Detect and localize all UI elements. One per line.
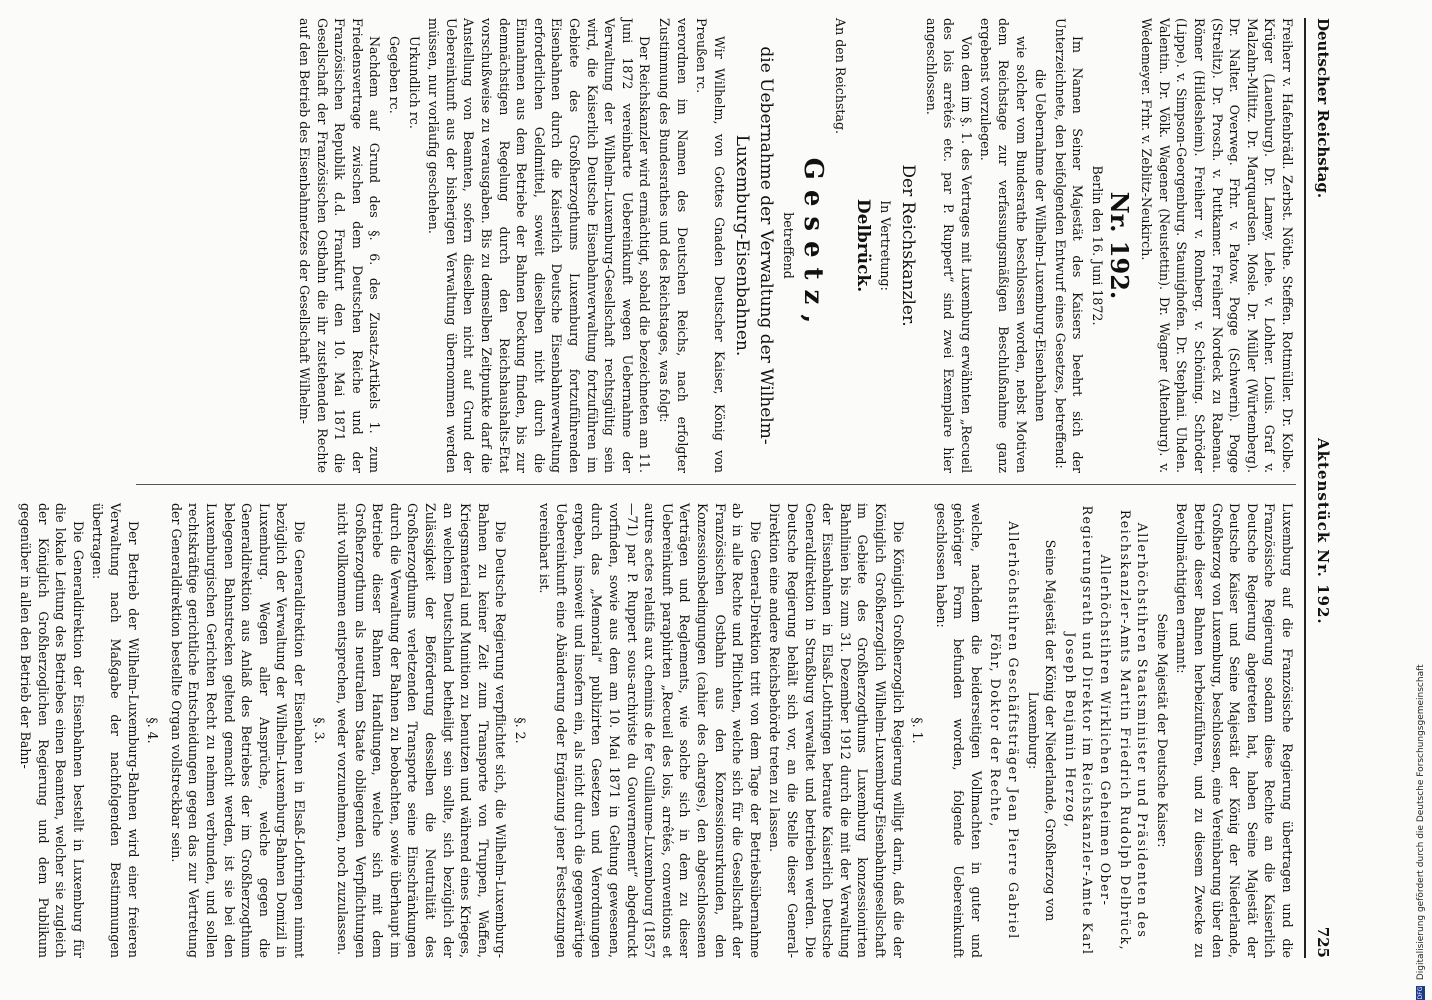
kaiser-representative-2: Allerhöchstihren Wirklichen Geheimen Ober-Regierungsrath und Direktor im Reichskanzler-Amte Karl Joseph Benjamin Herzog,	[1062, 505, 1114, 956]
section-3-text: Die Generaldirektion der Eisenbahnen in Elsaß-Lothringen nimmt bezüglich der Verwaltung der Wilhelm-Luxemburg-Bahnen Domizil in Luxemburg. Wegen aller Ansprüche, welche gegen die Generaldirektion aus Anlaß des Betriebes der im Großherzogthum belegenen Bahnstrecken geltend gemacht werden, ist sie bei den Luxemburgischen Gerichten Recht zu nehmen verbunden, und sollen rechtskräftige gerichtliche Entscheidungen gegen das zur Vertretung der Generaldirektion bestellte Organ vollstreckbar sein.	[168, 503, 307, 958]
section-2-heading: §. 2.	[513, 717, 529, 744]
dfg-logo-icon: DFG	[1417, 986, 1424, 1000]
column-divider	[136, 484, 1296, 485]
intro-text: Im Namen Seiner Majestät des Kaisers beehrt sich der Unterzeichnete, den beifolgenden Entwurf eines Gesetzes, betreffend:	[1052, 18, 1086, 473]
kaiser-representative-1: Allerhöchstihren Staatsminister und Präsidenten des Reichskanzler-Amts Martin Friedrich Rudolph Delbrück,	[1117, 509, 1151, 952]
intro-subject: die Uebernahme der Wilhelm-Luxemburg-Eisenbahnen	[1033, 69, 1049, 422]
koenig-line: Seine Majestät der König der Niederlande, Großherzog von Luxemburg:	[1025, 539, 1059, 922]
addressee: An den Reichstag.	[832, 18, 848, 135]
section-1-text-2: Die General-Direktion tritt von dem Tage der Betriebsübernahme ab in alle Rechte und Pflichten, welche sich für die Gesellschaft der Französischen Ostbahn aus den Konzessionsurkunden, den Konzessionsbedingungen (cahier des charges), den abgeschlossenen Verträgen und Reglements, wie solche sich in dem zu dieser Uebereinkunft paraphirten „Recueil des lois, arrêtés, conventions et autres actes relatifs aux chemins de fer Guillaume-Luxembourg (1857—71) par P. Ruppert sous-archiviste du Gouvernement“ abgedruckt vorfinden, sowie aus dem am 10. Mai 1871 in Geltung gewesenen, durch das „Memorial“ publizirten Gesetzen und Verordnungen ergeben, insoweit und insofern ein, als nicht durch die gegenwärtige Uebereinkunft eine Abänderung oder Ergänzung jener Festsetzungen vereinbart ist.	[536, 503, 763, 958]
betreffend: betreffend	[781, 212, 797, 279]
left-column	[90, 18, 1296, 473]
section-4-heading: §. 4.	[145, 717, 161, 744]
right-column	[18, 503, 1296, 958]
kaiser-line: Seine Majestät der Deutsche Kaiser:	[1154, 613, 1170, 848]
digitization-credit	[1416, 664, 1426, 1000]
treaty-preamble-2: welche, nachdem die beiderseitigen Vollmachten in guter und gehöriger Form befunden worden, folgende Uebereinkunft geschlossen haben:	[933, 503, 984, 958]
law-text: Der Reichskanzler wird ermächtigt, sobald die bezeichneten am 11. Juni 1872 vereinbarte Uebereinkunft wegen Uebernahme der Verwaltung der Wilhelm-Luxemburg-Gesellschaft rechtsgültig sein wird, die Kaiserlich Deutsche Eisenbahnverwaltung fortzuführen im Gebiete des Großherzogthums Luxemburg fortzuführenden Eisenbahnen durch die Kaiserlich Deutsche Eisenbahnverwaltung erforderlichen Geldmittel, soweit dieselben nicht durch die Einnahmen aus dem Betriebe der Bahnen Deckung finden, bis zur demnächstigen Regelung durch den Reichshaushalts-Etat vorschußweise zu verausgaben. Bis zu demselben Zeitpunkte darf die Anstellung von Beamten, sofern dieselben nicht auf Grund der Uebereinkunft aus der bisherigen Verwaltung übernommen werden müssen, nur vorläufig geschehen.	[426, 18, 653, 473]
urkundlich: Urkundlich rc.	[406, 36, 422, 129]
wir-line: Wir Wilhelm, von Gottes Gnaden Deutscher Kaiser, König von Preußen rc.	[694, 18, 727, 473]
intro-text-3: Von dem im §. 1. des Vertrages mit Luxemburg erwähnten „Recueil des lois arrêtés etc. par P. Ruppert“ sind zwei Exemplare hier angeschlossen.	[923, 18, 974, 473]
document-number: Nr. 192.	[1104, 191, 1134, 300]
chancellor-title: Der Reichskanzler.	[898, 164, 919, 327]
section-2-text: Die Deutsche Regierung verpflichtet sich, die Wilhelm-Luxemburg-Bahnen zu keiner Zeit zum Transporte von Truppen, Waffen, Kriegsmaterial und Munition zu benutzen und während eines Krieges, an welchem Deutschland betheiligt sein sollte, sich bezüglich der Zulässigkeit der Beförderung desselben die Neutralität des Großherzogthums verletzenden Transporte seine Einschränkungen durch die Verwaltung der Bahnen zu beobachten, sowie überhaupt im Betriebe dieser Bahnen Handlungen, welche sich mit dem Großherzogthum als neutralem Staate obliegenden Verpflichtungen nicht vollkommen entsprechen, weder vorzunehmen, noch zuzulassen.	[335, 503, 509, 958]
signature: Delbrück.	[852, 198, 873, 293]
koenig-representative: Allerhöchstihren Geschäftsträger Jean Pierre Gabriel Föhr, Doktor der Rechte,	[988, 521, 1022, 940]
section-1-text: Die Königlich Großherzoglich Regierung willigt darin, daß die der Königlich Großherzoglich Wilhelm-Luxemburg-Eisenbahngesellschaft im Gebiete des Großherzogthums Luxemburg konzessionirten Bahnlinien bis zum 31. Dezember 1912 durch die mit der Verwaltung der Eisenbahnen in Elsaß-Lothringen betraute Kaiserlich Deutsche Generaldirektion in Straßburg verwaltet und betrieben werden. Die Deutsche Regierung behält sich vor, an die Stelle dieser General-Direktion eine andere Reichsbehörde treten zu lassen.	[767, 503, 906, 958]
nachdem-text: Nachdem auf Grund des §. 6. des Zusatz-Artikels 1. zum Friedensvertrage zwischen dem Deutschen Reiche und der Französischen Republik d.d. Frankfurt den 10. Mai 1871 die Gesellschaft der Französischen Ostbahn die ihr zustehenden Rechte auf den Betrieb des Eisenbahnnetzes der Gesellschaft Wilhelm-	[297, 18, 383, 473]
page-number: 725	[1314, 926, 1332, 958]
treaty-preamble: Luxemburg auf die Französische Regierung übertragen und die Französische Regierung sodann diese Rechte an die Kaiserlich Deutsche Regierung abgetreten hat, haben Seine Majestät der Deutsche Kaiser und Seine Majestät der König der Niederlande, Großherzog von Luxemburg, beschlossen, eine Vereinbarung über den Betrieb dieser Bahnen herbeizuführen, und zu diesem Zwecke zu Bevollmächtigten ernannt:	[1174, 503, 1295, 958]
gegeben: Gegeben rc.	[387, 36, 403, 114]
law-subject: die Uebernahme der Verwaltung der Wilhelm-Luxemburg-Eisenbahnen.	[731, 46, 776, 445]
verordnen-line: verordnen im Namen des Deutschen Reichs, nach erfolgter Zustimmung des Bundesrathes und des Reichstages, was folgt:	[656, 18, 690, 473]
header-left: Deutscher Reichstag.	[1314, 18, 1332, 199]
credit-text: Digitalisierung gefördert durch die Deutsche Forschungsgemeinschaft	[1416, 664, 1426, 981]
section-4-text-2: Die Generaldirektion der Eisenbahnen bestellt in Luxemburg für die lokale Leitung des Betriebes einen Beamten, welcher sie zugleich der Königlich Großherzoglichen Regierung und dem Publikum gegenüber in allen den Betrieb der Bahn-	[18, 503, 86, 958]
intro-text-2: wie solcher vom Bundesrathe beschlossen worden, nebst Motiven dem Reichstage zur verfassungsmäßigen Beschlußnahme ganz ergebenst vorzulegen.	[978, 18, 1029, 473]
gesetz-title: Gesetz,	[797, 157, 828, 334]
header-mid: Aktenstück Nr. 192.	[1314, 438, 1332, 625]
date-line: Berlin den 16. Juni 1872.	[1090, 165, 1106, 326]
rotated-page-content	[18, 8, 1340, 968]
section-1-heading: §. 1.	[910, 717, 926, 744]
page-header	[1304, 18, 1340, 958]
names-list: Freiherr v. Hafenbrädl. Zerbst. Nöthe. Steffen. Rottmüller. Dr. Kolbe. Krüger (Lauenburg). Dr. Lamey. Lehe. v. Lohher. Louis. Graf v. Malzahn-Miltitz. Dr. Marquardsen. Mosle. Dr. Müller (Würtemberg). Dr. Nalter. Overweg. Frhr. v. Patow. Pogge (Schwerin). Pogge (Strelitz). Dr. Prosch. v. Puttkamer. Freiherr Nordeck zu Rabenau. Römer (Hildesheim). Freiherr v. Romberg. v. Schöning. Schröder (Lippe). v. Simpson-Georgenburg. Staunighofen. Dr. Stephani. Uhden. Valentin. Dr. Völk. Wagener (Neustettin). Dr. Wagner (Altenburg). v. Wedemeyer. Frhr. v. Zeblitz-Neukirch.	[1139, 18, 1295, 473]
section-3-heading: §. 3.	[311, 717, 327, 744]
vertretung-line: In Vertretung:	[878, 200, 894, 291]
section-4-text: Der Betrieb der Wilhelm-Luxemburg-Bahnen wird einer freieren Verwaltung nach Maßgabe der nachfolgenden Bestimmungen übertragen:	[90, 503, 141, 958]
